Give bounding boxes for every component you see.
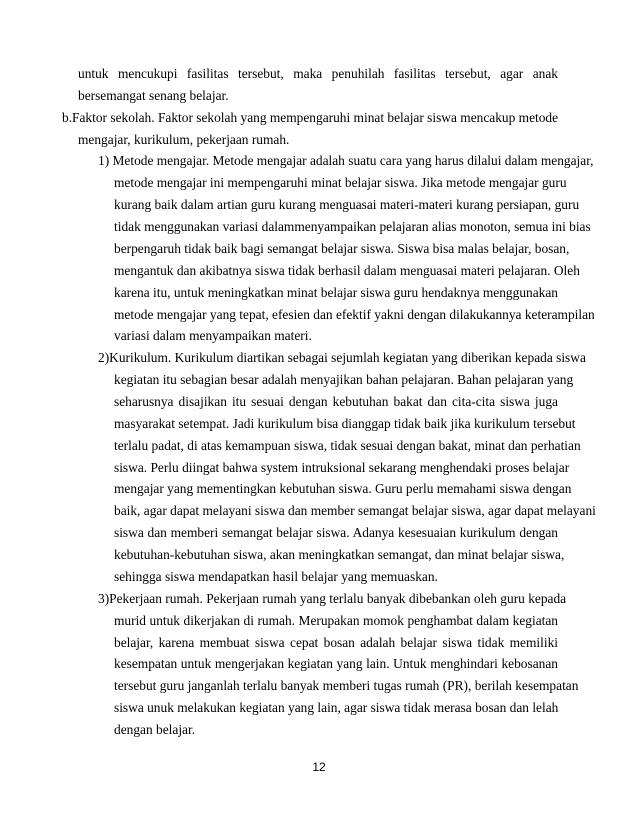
item-1-line: kurang baik dalam artian guru kurang menguasai materi-materi kurang persiapan, guru xyxy=(114,197,580,213)
item-1-line: 1) Metode mengajar. Metode mengajar adalah suatu cara yang harus dilalui dalam mengajar, xyxy=(98,153,594,169)
item-2-line: sehingga siswa mendapatkan hasil belajar yang memuaskan. xyxy=(114,568,438,584)
item-2-line: siswa. Perlu diingat bahwa system intruksional sekarang menghendaki proses belajar xyxy=(114,459,570,475)
section-b-heading-line: b.Faktor sekolah. Faktor sekolah yang mempengaruhi minat belajar siswa mencakup metode xyxy=(62,109,559,125)
item-2-line: terlalu padat, di atas kemampuan siswa, tidak sesuai dengan bakat, minat dan perhatian xyxy=(114,437,581,453)
item-3-line: kesempatan untuk mengerjakan kegiatan yang lain. Untuk menghindari kebosanan xyxy=(114,656,558,672)
item-1-line: karena itu, untuk meningkatkan minat belajar siswa guru hendaknya menggunakan xyxy=(114,284,558,300)
item-2-line: baik, agar dapat melayani siswa dan member semangat belajar siswa, agar dapat melayani xyxy=(114,503,596,519)
item-3-line: murid untuk dikerjakan di rumah. Merupakan momok penghambat dalam kegiatan xyxy=(114,612,558,628)
item-1-line: mengantuk dan akibatnya siswa tidak berhasil dalam menguasai materi pelajaran. Oleh xyxy=(114,262,580,278)
item-1-line: variasi dalam menyampaikan materi. xyxy=(114,328,312,344)
paragraph-line: untuk mencukupi fasilitas tersebut, maka penuhilah fasilitas tersebut, agar anak xyxy=(78,66,558,81)
item-3-line: tersebut guru janganlah terlalu banyak memberi tugas rumah (PR), berilah kesempatan xyxy=(114,678,579,694)
item-3-line: siswa unuk melakukan kegiatan yang lain, agar siswa tidak merasa bosan dan lelah xyxy=(114,700,559,716)
item-3-line: 3)Pekerjaan rumah. Pekerjaan rumah yang terlalu banyak dibebankan oleh guru kepada xyxy=(98,590,567,606)
item-3-line: dengan belajar. xyxy=(114,722,196,737)
item-1-line: berpengaruh tidak baik bagi semangat belajar siswa. Siswa bisa malas belajar, bosan, xyxy=(114,240,570,256)
item-2-line: kebutuhan-kebutuhan siswa, akan meningkatkan semangat, dan minat belajar siswa, xyxy=(114,547,565,563)
item-1-line: metode mengajar ini mempengaruhi minat belajar siswa. Jika metode mengajar guru xyxy=(114,175,567,191)
page-number: 12 xyxy=(312,760,326,774)
section-b-heading-line: mengajar, kurikulum, pekerjaan rumah. xyxy=(78,131,290,147)
item-1-line: metode mengajar yang tepat, efesien dan efektif yakni dengan dilakukannya keterampilan xyxy=(114,306,595,322)
item-1-line: tidak menggunakan variasi dalammenyampaikan pelajaran alias monoton, semua ini bias xyxy=(114,219,591,235)
item-2-line: seharusnya disajikan itu sesuai dengan kebutuhan bakat dan cita-cita siswa juga xyxy=(114,394,558,409)
item-2-line: mengajar yang mementingkan kebutuhan siswa. Guru perlu memahami siswa dengan xyxy=(114,481,572,497)
paragraph-line: bersemangat senang belajar. xyxy=(78,87,229,103)
item-2-line: 2)Kurikulum. Kurikulum diartikan sebagai sejumlah kegiatan yang diberikan kepada siswa xyxy=(98,350,586,366)
item-2-line: kegiatan itu sebagian besar adalah menyajikan bahan pelajaran. Bahan pelajaran yang xyxy=(114,372,574,388)
item-2-line: siswa dan memberi semangat belajar siswa. Adanya kesesuaian kurikulum dengan xyxy=(114,525,558,541)
item-3-line: belajar, karena membuat siswa cepat bosan adalah belajar siswa tidak memiliki xyxy=(114,634,558,650)
item-2-line: masyarakat setempat. Jadi kurikulum bisa dianggap tidak baik jika kurikulum tersebut xyxy=(114,415,576,431)
